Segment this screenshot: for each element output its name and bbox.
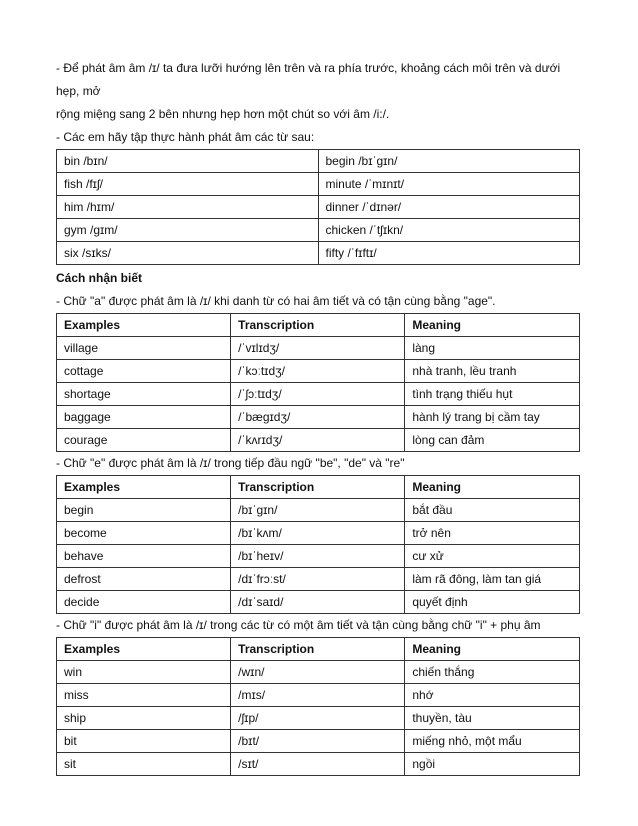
column-header: Meaning <box>405 314 580 337</box>
table-row <box>57 545 580 568</box>
column-header: Meaning <box>405 476 580 499</box>
table-cell: /ˈvɪlɪdʒ/ <box>231 337 405 360</box>
column-header: Transcription <box>231 314 405 337</box>
examples-table <box>56 313 580 452</box>
table-header-row <box>57 476 580 499</box>
table-cell: dinner /ˈdɪnər/ <box>318 196 580 219</box>
table-cell: decide <box>57 591 231 614</box>
table-cell: thuyền, tàu <box>405 707 580 730</box>
table-cell: làm rã đông, làm tan giá <box>405 568 580 591</box>
table-row <box>57 707 580 730</box>
table-cell: begin /bɪˈgɪn/ <box>318 150 580 173</box>
table-cell: /bɪˈheɪv/ <box>231 545 405 568</box>
practice-table <box>56 149 580 265</box>
column-header: Transcription <box>231 638 405 661</box>
table-cell: hành lý trang bị cầm tay <box>405 406 580 429</box>
table-row <box>57 150 580 173</box>
table-cell: /wɪn/ <box>231 661 405 684</box>
table-cell: minute /ˈmɪnɪt/ <box>318 173 580 196</box>
table-row <box>57 499 580 522</box>
table-cell: sit <box>57 753 231 776</box>
table-cell: /bɪˈgɪn/ <box>231 499 405 522</box>
column-header: Transcription <box>231 476 405 499</box>
table-cell: him /hɪm/ <box>57 196 319 219</box>
table-cell: /ˈbæɡɪdʒ/ <box>231 406 405 429</box>
table-cell: defrost <box>57 568 231 591</box>
table-cell: chicken /ˈtʃɪkn/ <box>318 219 580 242</box>
column-header: Meaning <box>405 638 580 661</box>
table-row <box>57 730 580 753</box>
rule-text: - Chữ "a" được phát âm là /ɪ/ khi danh từ có hai âm tiết và có tận cùng bằng "age". <box>56 294 496 308</box>
table-row <box>57 753 580 776</box>
table-row <box>57 429 580 452</box>
intro-line-2: rộng miệng sang 2 bên nhưng hẹp hơn một chút so với âm /i:/. <box>56 107 390 121</box>
table-cell: cư xử <box>405 545 580 568</box>
table-row <box>57 337 580 360</box>
table-row <box>57 661 580 684</box>
rules-container <box>56 290 580 776</box>
table-cell: /bɪt/ <box>231 730 405 753</box>
table-cell: /ˈkɔːtɪdʒ/ <box>231 360 405 383</box>
table-cell: /dɪˈfrɔːst/ <box>231 568 405 591</box>
table-cell: bit <box>57 730 231 753</box>
table-cell: courage <box>57 429 231 452</box>
table-cell: become <box>57 522 231 545</box>
table-cell: gym /gɪm/ <box>57 219 319 242</box>
table-cell: shortage <box>57 383 231 406</box>
table-row <box>57 242 580 265</box>
table-cell: trở nên <box>405 522 580 545</box>
examples-table <box>56 475 580 614</box>
table-cell: bin /bɪn/ <box>57 150 319 173</box>
table-header-row <box>57 314 580 337</box>
table-cell: làng <box>405 337 580 360</box>
table-cell: /ˈkʌrɪdʒ/ <box>231 429 405 452</box>
table-cell: begin <box>57 499 231 522</box>
table-cell: miss <box>57 684 231 707</box>
table-cell: fish /fɪʃ/ <box>57 173 319 196</box>
table-cell: /ʃɪp/ <box>231 707 405 730</box>
table-row <box>57 383 580 406</box>
table-row <box>57 568 580 591</box>
column-header: Examples <box>57 638 231 661</box>
column-header: Examples <box>57 476 231 499</box>
table-cell: baggage <box>57 406 231 429</box>
table-cell: bắt đầu <box>405 499 580 522</box>
table-cell: ngồi <box>405 753 580 776</box>
section-title: Cách nhận biết <box>56 271 143 285</box>
rule-text: - Chữ "i" được phát âm là /ɪ/ trong các từ có một âm tiết và tận cùng bằng chữ "i" + phụ âm <box>56 618 541 632</box>
table-header-row <box>57 638 580 661</box>
table-cell: behave <box>57 545 231 568</box>
table-row <box>57 173 580 196</box>
column-header: Examples <box>57 314 231 337</box>
table-cell: cottage <box>57 360 231 383</box>
table-row <box>57 196 580 219</box>
table-cell: /ˈʃɔːtɪdʒ/ <box>231 383 405 406</box>
table-cell: lòng can đảm <box>405 429 580 452</box>
table-cell: six /sɪks/ <box>57 242 319 265</box>
table-cell: chiến thắng <box>405 661 580 684</box>
table-cell: tình trạng thiếu hụt <box>405 383 580 406</box>
table-cell: nhà tranh, lều tranh <box>405 360 580 383</box>
table-cell: ship <box>57 707 231 730</box>
table-cell: fifty /ˈfɪftɪ/ <box>318 242 580 265</box>
table-row <box>57 684 580 707</box>
table-row <box>57 591 580 614</box>
rule-text: - Chữ "e" được phát âm là /ɪ/ trong tiếp đầu ngữ "be", "de" và "re" <box>56 456 405 470</box>
table-row <box>57 360 580 383</box>
table-cell: /dɪˈsaɪd/ <box>231 591 405 614</box>
table-cell: miếng nhỏ, một mẩu <box>405 730 580 753</box>
table-row <box>57 219 580 242</box>
document-page <box>56 57 580 776</box>
table-cell: win <box>57 661 231 684</box>
table-cell: quyết định <box>405 591 580 614</box>
table-cell: nhớ <box>405 684 580 707</box>
table-cell: /bɪˈkʌm/ <box>231 522 405 545</box>
table-cell: /sɪt/ <box>231 753 405 776</box>
table-row <box>57 406 580 429</box>
intro-line-3: - Các em hãy tập thực hành phát âm các từ sau: <box>56 130 315 144</box>
intro-line-1: - Để phát âm âm /ɪ/ ta đưa lưỡi hướng lên trên và ra phía trước, khoảng cách môi trên và dưới hẹp, mở <box>56 61 561 98</box>
table-cell: /mɪs/ <box>231 684 405 707</box>
table-cell: village <box>57 337 231 360</box>
table-row <box>57 522 580 545</box>
examples-table <box>56 637 580 776</box>
